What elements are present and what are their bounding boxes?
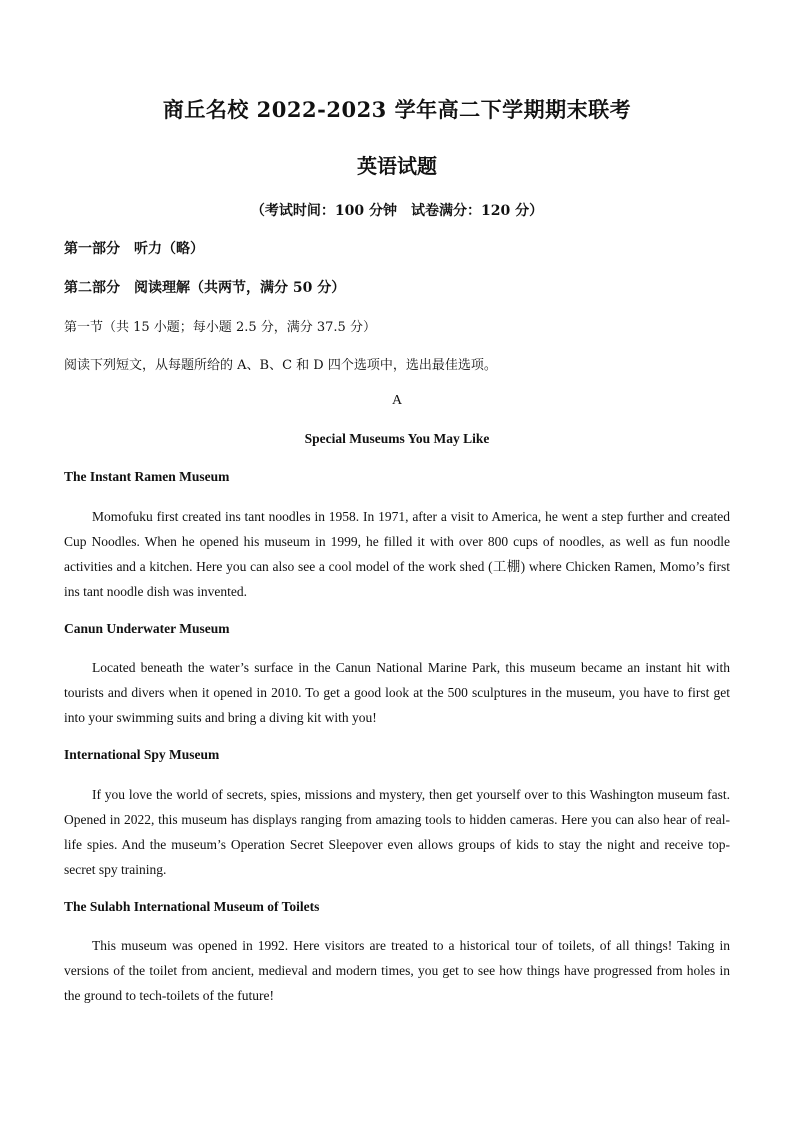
museum-heading: The Instant Ramen Museum — [64, 469, 230, 484]
part1-heading: 第一部分 听力（略） — [64, 241, 204, 257]
museum-heading: The Sulabh International Museum of Toilets — [64, 899, 320, 914]
reading-instruction: 阅读下列短文，从每题所给的 A、B、C 和 D 四个选项中，选出最佳选项。 — [64, 358, 497, 373]
museum-paragraph: Located beneath the water’s surface in the Canun National Marine Park, this museum became an instant hit with tourists and divers when it opened in 2010. To get a good look at the 500 sculptures in the museum, you have to first get into your swimming suits and bring a diving kit with you! — [64, 660, 730, 725]
passage-title: Special Museums You May Like — [304, 431, 490, 446]
exam-info: （考试时间：100 分钟 试卷满分：120 分） — [250, 203, 544, 219]
museum-paragraph: Momofuku first created ins tant noodles in 1958. In 1971, after a visit to America, he went a step further and created Cup Noodles. When he opened his museum in 1999, he filled it with over 800 cups of noodles, as well as fun noodle activities and a kitchen. Here you can also see a cool model of the work shed (工棚) where Chicken Ramen, Momo’s first ins tant noodle dish was invented. — [64, 509, 730, 599]
section1-heading: 第一节（共 15 小题；每小题 2.5 分，满分 37.5 分） — [64, 320, 376, 335]
museum-heading: Canun Underwater Museum — [64, 621, 230, 636]
part2-heading: 第二部分 阅读理解（共两节，满分 50 分） — [64, 280, 346, 296]
passage-label: A — [391, 393, 403, 408]
museum-paragraph: This museum was opened in 1992. Here visitors are treated to a historical tour of toilets, of all things! Taking in versions of the toilet from ancient, medieval and modern times, you get to see how things have progressed from holes in the ground to tech-toilets of the future! — [64, 938, 730, 1003]
museum-heading: International Spy Museum — [64, 747, 220, 762]
exam-subtitle: 英语试题 — [357, 154, 437, 178]
exam-title: 商丘名校 2022-2023 学年高二下学期期末联考 — [162, 97, 632, 122]
museum-paragraph: If you love the world of secrets, spies, missions and mystery, then get yourself over to this Washington museum fast. Opened in 2022, this museum has displays ranging from amazing tools to hidden cameras. Here you can also hear of real-life spies. And the museum’s Operation Secret Sleepover even allows groups of kids to stay the night and receive top-secret spy training. — [64, 787, 730, 877]
